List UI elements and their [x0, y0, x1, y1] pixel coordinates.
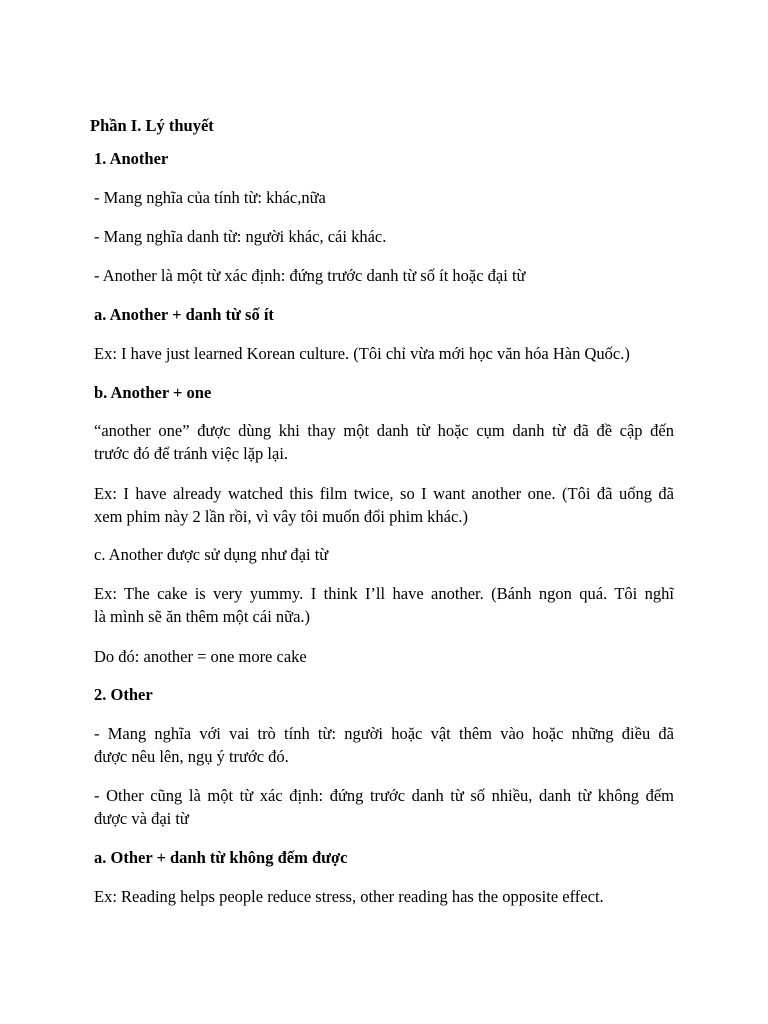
paragraph-another-conclusion: Do đó: another = one more cake: [94, 647, 307, 666]
example-another-c-line1: Ex: The cake is very yummy. I think I’ll have another. (Bánh ngon quá. Tôi nghĩ: [94, 584, 674, 603]
paragraph-other-determiner-line1: - Other cũng là một từ xác định: đứng trước danh từ số nhiều, danh từ không đếm: [94, 786, 674, 805]
paragraph-another-one-line2: trước đó để tránh việc lặp lại.: [94, 444, 289, 463]
example-another-b-line2: xem phim này 2 lần rồi, vì vây tôi muốn đổi phim khác.): [94, 507, 468, 526]
heading-other-a: a. Other + danh từ không đếm được: [94, 848, 348, 867]
paragraph-other-adjective-line1: - Mang nghĩa với vai trò tính từ: người hoặc vật thêm vào hoặc những điều đã: [94, 724, 674, 743]
paragraph-other-adjective-line2: được nêu lên, ngụ ý trước đó.: [94, 747, 289, 766]
paragraph-another-one-line1: “another one” được dùng khi thay một danh từ hoặc cụm danh từ đã đề cập đến: [94, 421, 674, 440]
example-another-c-line2: là mình sẽ ăn thêm một cái nữa.): [94, 607, 311, 626]
paragraph-another-noun: - Mang nghĩa danh từ: người khác, cái khác.: [94, 227, 387, 246]
heading-other: 2. Other: [94, 685, 153, 704]
paragraph-another-determiner: - Another là một từ xác định: đứng trước danh từ số ít hoặc đại từ: [94, 266, 526, 285]
section-title: Phần I. Lý thuyết: [90, 116, 214, 135]
heading-another-b: b. Another + one: [94, 383, 212, 402]
example-other-a: Ex: Reading helps people reduce stress, other reading has the opposite effect.: [94, 887, 604, 906]
paragraph-another-adjective: - Mang nghĩa của tính từ: khác,nữa: [94, 188, 326, 207]
paragraph-other-determiner-line2: được và đại từ: [94, 809, 189, 828]
heading-another: 1. Another: [94, 149, 169, 168]
heading-another-c: c. Another được sử dụng như đại từ: [94, 545, 329, 564]
example-another-a: Ex: I have just learned Korean culture. (Tôi chỉ vừa mới học văn hóa Hàn Quốc.): [94, 344, 630, 363]
heading-another-a: a. Another + danh từ số ít: [94, 305, 274, 324]
example-another-b-line1: Ex: I have already watched this film twice, so I want another one. (Tôi đã uống đã: [94, 484, 674, 503]
